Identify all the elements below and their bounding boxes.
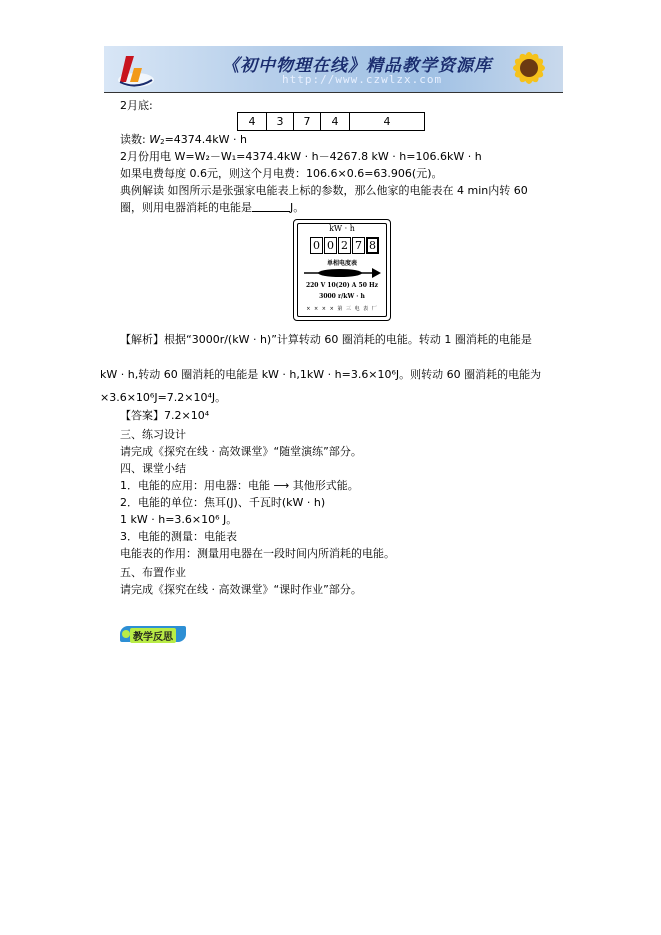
feb-usage-line: 2月份用电 W=W₂－W₁=4374.4kW · h－4267.8 kW · h=106.6kW · h bbox=[120, 150, 482, 163]
meter-digits bbox=[310, 237, 380, 254]
meter-digit: 2 bbox=[338, 237, 351, 254]
analysis-line-1: 【解析】根据“3000r/(kW · h)”计算转动 60 圈消耗的电能。转动 1 圈消耗的电能是 bbox=[120, 333, 532, 346]
example-line-1: 典例解读 如图所示是张强家电能表上标的参数，那么他家的电能表在 4 min内转 60 bbox=[120, 184, 528, 197]
reading-digit: 7 bbox=[294, 113, 321, 131]
section-line: 请完成《探究在线 · 高效课堂》“课时作业”部分。 bbox=[120, 583, 362, 596]
sunflower-icon bbox=[495, 46, 559, 93]
section-line: 1．电能的应用：用电器：电能 ⟶ 其他形式能。 bbox=[120, 479, 359, 492]
reading-line: 读数: W2=4374.4kW · h bbox=[120, 133, 247, 146]
meter-spec: 220 V 10(20) A 50 Hz bbox=[305, 282, 379, 289]
rotation-arrow-icon bbox=[302, 267, 382, 279]
meter-digit: 0 bbox=[324, 237, 337, 254]
answer-blank bbox=[252, 201, 290, 212]
end-feb-label: 2月底: bbox=[120, 99, 153, 112]
meter-digit: 7 bbox=[352, 237, 365, 254]
electric-meter-plate bbox=[293, 219, 391, 321]
badge-dot-icon bbox=[122, 630, 130, 638]
cost-line: 如果电费每度 0.6元，则这个月电费：106.6×0.6=63.906(元)。 bbox=[120, 167, 443, 180]
banner-url[interactable]: http://www.czwlzx.com bbox=[282, 73, 443, 86]
section-line: 1 kW · h=3.6×10⁶ J。 bbox=[120, 513, 238, 526]
section-line: 四、课堂小结 bbox=[120, 462, 186, 475]
section-line: 五、布置作业 bbox=[120, 566, 186, 579]
reading-digit: 4 bbox=[350, 113, 425, 131]
example-line-2: 圈，则用电器消耗的电能是 J。 bbox=[120, 201, 305, 214]
reading-digit: 4 bbox=[321, 113, 350, 131]
header-banner bbox=[104, 46, 563, 93]
section-line: 2．电能的单位：焦耳(J)、千瓦时(kW · h) bbox=[120, 496, 326, 509]
meter-maker: × × × × 第 三 电 表 厂 bbox=[306, 306, 378, 312]
section-line: 电能表的作用：测量用电器在一段时间内所消耗的电能。 bbox=[120, 547, 395, 560]
analysis-line-2: kW · h,转动 60 圈消耗的电能是 kW · h,1kW · h=3.6×10⁶J。则转动 60 圈消耗的电能为 bbox=[100, 368, 542, 381]
reading-table bbox=[237, 112, 425, 131]
answer-line: 【答案】7.2×10⁴ bbox=[120, 409, 210, 422]
teaching-reflection-badge bbox=[120, 626, 186, 642]
meter-digit-decimal: 8 bbox=[366, 237, 379, 254]
teaching-reflection-label: 教学反思 bbox=[130, 628, 176, 643]
meter-unit: kW · h bbox=[329, 224, 355, 233]
meter-digit: 0 bbox=[310, 237, 323, 254]
meter-rate: 3000 r/kW · h bbox=[319, 293, 365, 300]
section-line: 3．电能的测量：电能表 bbox=[120, 530, 237, 543]
meter-type: 单相电度表 bbox=[326, 260, 357, 267]
analysis-line-3: ×3.6×10⁶J=7.2×10⁴J。 bbox=[100, 391, 227, 404]
section-line: 请完成《探究在线 · 高效课堂》“随堂演练”部分。 bbox=[120, 445, 362, 458]
site-logo bbox=[112, 50, 156, 90]
banner-title: 《初中物理在线》精品教学资源库 bbox=[222, 56, 492, 76]
section-line: 三、练习设计 bbox=[120, 428, 186, 441]
reading-digit: 3 bbox=[267, 113, 294, 131]
reading-digit: 4 bbox=[238, 113, 267, 131]
